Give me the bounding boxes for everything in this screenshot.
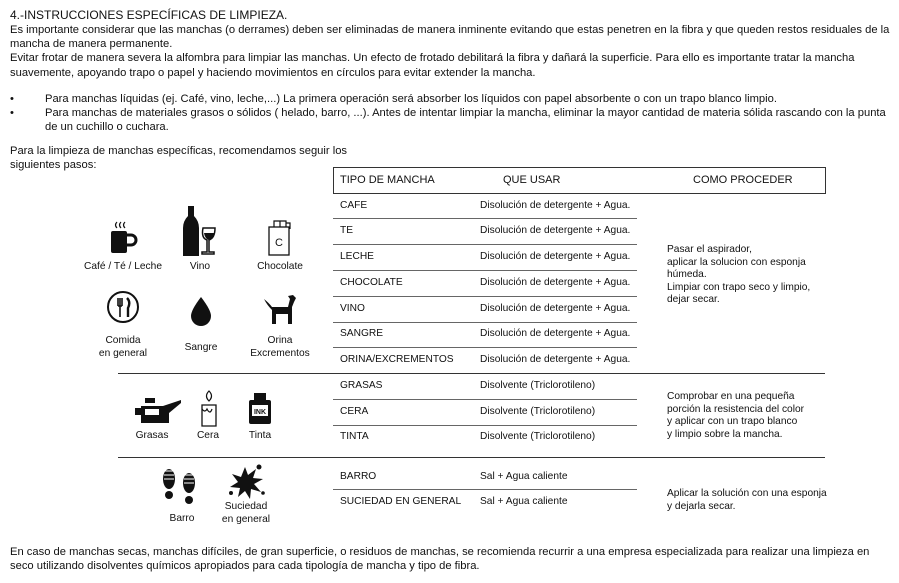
icon-label: Tinta [248, 430, 272, 441]
icon-label-line: en general [221, 513, 271, 525]
bullet-mark: • [10, 106, 14, 119]
procedure-line: dejar secar. [667, 294, 720, 306]
header-como-proceder: COMO PROCEDER [693, 174, 793, 186]
table-cell-use: Sal + Agua caliente [480, 496, 568, 507]
icon-label [216, 501, 276, 526]
header-tipo: TIPO DE MANCHA [340, 174, 435, 186]
icon-label: Café / Té / Leche [84, 261, 162, 272]
table-cell-use: Disolvente (Triclorotileno) [480, 431, 596, 442]
icon-label [245, 335, 315, 360]
chocolate-icon [266, 219, 294, 257]
intro-paragraph: Evitar frotar de manera severa la alfombra para limpiar las manchas. Un efecto de frotado debilitará la fibra y dañará la superficie. Para ello es importante tratar la mancha suavemente, apoyando trapo o papel y haciendo movimientos en círculos para evitar extender la mancha. [10, 52, 855, 79]
row-divider [333, 322, 637, 323]
procedure-line: Comprobar en una pequeña [667, 391, 795, 402]
list-item-text: Para manchas de materiales grasos o sólidos ( helado, barro, ...). Antes de intentar limpiar la mancha, eliminar la mayor cantidad de materia sólida rascando con la punta de un cuchillo o cuchara. [45, 106, 886, 133]
row-divider [333, 218, 637, 219]
table-cell-use: Disolución de detergente + Agua. [480, 328, 631, 339]
procedure-text [667, 488, 827, 513]
group-separator [118, 373, 825, 374]
row-divider [333, 270, 637, 271]
icon-label: Sangre [184, 342, 218, 353]
row-divider [333, 296, 637, 297]
procedure-line: Pasar el aspirador, [667, 244, 752, 255]
table-cell-use: Disolvente (Triclorotileno) [480, 380, 596, 391]
candle-icon [198, 390, 220, 428]
ink-glyph: INK [253, 409, 267, 416]
icon-label: Vino [189, 261, 211, 272]
table-cell-use: Disolución de detergente + Agua. [480, 354, 631, 365]
icon-label [90, 335, 156, 360]
chocolate-glyph: C [275, 237, 283, 249]
icon-label-line: en general [98, 347, 148, 359]
splat-icon [225, 461, 267, 501]
oil-can-icon [133, 396, 183, 426]
table-cell-use: Disolvente (Triclorotileno) [480, 406, 596, 417]
icon-label-line: Orina [267, 335, 293, 346]
table-cell-stain: CHOCOLATE [340, 277, 403, 288]
intro-text [10, 23, 890, 80]
lead-text: Para la limpieza de manchas específicas, recomendamos seguir los siguientes pasos: [10, 145, 348, 171]
blood-drop-icon [190, 296, 212, 326]
procedure-line: Limpiar con trapo seco y limpio, [667, 281, 811, 293]
ink-bottle-icon [247, 392, 273, 426]
section-heading: 4.-INSTRUCCIONES ESPECÍFICAS DE LIMPIEZA. [10, 8, 288, 22]
table-cell-use: Disolución de detergente + Agua. [480, 225, 631, 236]
table-cell-stain: BARRO [340, 471, 377, 482]
procedure-line: aplicar la solucion con esponja [667, 256, 806, 268]
table-cell-stain: VINO [340, 303, 365, 314]
table-cell-stain: TE [340, 225, 354, 236]
icon-label-line: Suciedad [224, 501, 268, 512]
table-cell-stain: ORINA/EXCREMENTOS [340, 354, 454, 365]
table-cell-stain: LECHE [340, 251, 374, 262]
list-item [10, 107, 890, 135]
table-cell-use: Disolución de detergente + Agua. [480, 251, 631, 262]
table-cell-use: Disolución de detergente + Agua. [480, 303, 631, 314]
row-divider [333, 489, 637, 490]
procedure-line: y limpio sobre la mancha. [667, 428, 783, 440]
dog-icon [262, 293, 298, 325]
table-cell-stain: SANGRE [340, 328, 384, 339]
bullet-list [10, 93, 890, 134]
icon-label: Cera [196, 430, 220, 441]
table-cell-stain: CERA [340, 406, 369, 417]
intro-paragraph: Es importante considerar que las manchas (o derrames) deben ser eliminadas de manera inminente evitando que estas penetren en la fibra y que queden restos residuales de la mancha de manera permanente. [10, 24, 890, 51]
list-item-text: Para manchas líquidas (ej. Café, vino, leche,...) La primera operación será absorber los líquidos con papel absorbente o con un trapo blanco limpio. [45, 93, 777, 105]
bullet-mark: • [10, 93, 14, 105]
icon-label: Chocolate [257, 261, 303, 272]
wine-icon [183, 206, 217, 256]
icon-label: Grasas [135, 430, 169, 441]
list-item [10, 93, 890, 107]
mug-icon [108, 220, 138, 256]
row-divider [333, 399, 637, 400]
procedure-line: y dejarla secar. [667, 500, 736, 512]
icon-label-line: Excrementos [250, 347, 310, 359]
icon-label: Barro [169, 513, 195, 524]
group-separator [118, 457, 825, 458]
procedure-text [667, 244, 810, 307]
procedure-line: y aplicar con un trapo blanco [667, 416, 798, 428]
header-que-usar: QUE USAR [503, 174, 561, 186]
table-cell-stain: CAFE [340, 200, 368, 211]
table-cell-stain: TINTA [340, 431, 369, 442]
row-divider [333, 425, 637, 426]
table-cell-use: Disolución de detergente + Agua. [480, 200, 631, 211]
procedure-line: húmeda. [667, 269, 707, 281]
icon-label-line: Comida [105, 335, 141, 346]
procedure-line: porción la resistencia del color [667, 403, 805, 415]
table-cell-use: Disolución de detergente + Agua. [480, 277, 631, 288]
row-divider [333, 244, 637, 245]
procedure-text [667, 391, 804, 441]
row-divider [333, 347, 637, 348]
procedure-line: Aplicar la solución con una esponja [667, 488, 827, 499]
table-cell-stain: SUCIEDAD EN GENERAL [340, 496, 462, 507]
table-cell-use: Sal + Agua caliente [480, 471, 568, 482]
cutlery-icon [106, 290, 140, 324]
table-cell-stain: GRASAS [340, 380, 383, 391]
footer-note: En caso de manchas secas, manchas difíciles, de gran superficie, o residuos de manchas, se recomienda recurrir a una empresa especializada para realizar una limpieza en seco utilizando disolventes químicos apropiados para cada tipología de mancha y tipo de fibra. [10, 546, 870, 572]
footprints-icon [160, 465, 200, 509]
